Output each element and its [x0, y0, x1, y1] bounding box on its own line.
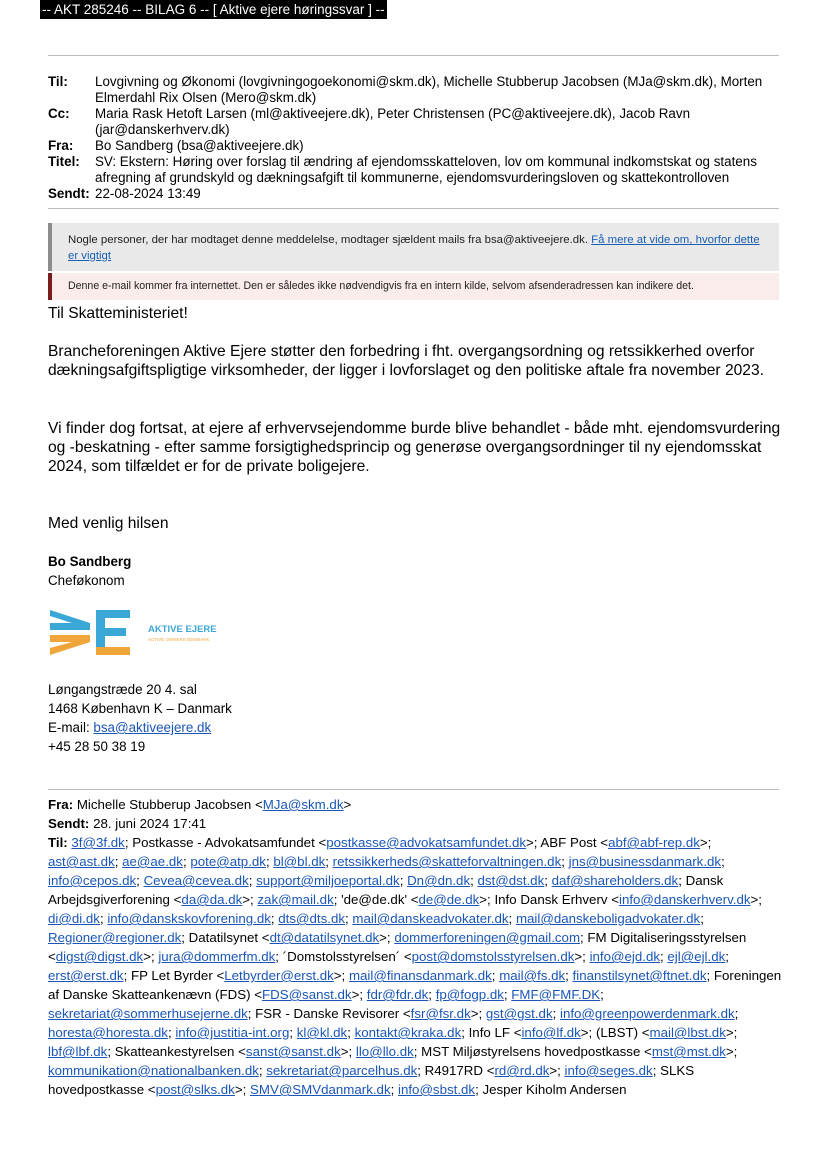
recipient-text: ; Postkasse - Advokatsamfundet < — [124, 835, 327, 850]
recipient-text: >; — [333, 968, 349, 983]
recipient-text: >; — [549, 1063, 565, 1078]
recipient-email-link[interactable]: info@greenpowerdenmark.dk — [559, 1006, 735, 1021]
recipient-email-link[interactable]: dst@dst.dk — [477, 873, 545, 888]
recipient-email-link[interactable]: mail@danskeboligadvokater.dk — [515, 911, 701, 926]
from-label: Fra: — [48, 138, 74, 153]
logo-subtext: ACTIVE OWNERS DENMARK — [148, 637, 210, 642]
recipient-email-link[interactable]: sanst@sanst.dk — [245, 1044, 341, 1059]
recipient-text: ; — [470, 873, 478, 888]
recipient-email-link[interactable]: kommunikation@nationalbanken.dk — [48, 1063, 259, 1078]
cc-label: Cc: — [48, 106, 70, 121]
recipient-text: ; ´Domstolsstyrelsen´ < — [275, 949, 412, 964]
recipient-text: ; — [503, 987, 512, 1002]
header-sent-row — [48, 186, 783, 202]
recipient-email-link[interactable]: mail@finansdanmark.dk — [348, 968, 492, 983]
recipient-text: >; — [574, 949, 590, 964]
recipient-email-link[interactable]: horesta@horesta.dk — [48, 1025, 168, 1040]
body-paragraph-1: Brancheforeningen Aktive Ejere støtter den forbedring i fht. overgangsordning og retssikkerhed overfor dækningsafgiftspligtige virksomheder, der ligger i lovforslaget og den politiske aftale fra november 2023. — [48, 343, 764, 379]
rare-sender-notice — [48, 223, 779, 271]
closing: Med venlig hilsen — [48, 515, 169, 532]
recipient-text: >; — [234, 1082, 250, 1097]
recipient-text: ; — [289, 1025, 297, 1040]
recipient-text: ; — [182, 854, 191, 869]
recipient-text: ; — [114, 854, 123, 869]
header-from-row — [48, 138, 783, 154]
recipient-email-link[interactable]: sekretariat@parcelhus.dk — [266, 1063, 418, 1078]
sent-label: Sendt: — [48, 186, 90, 201]
recipient-email-link[interactable]: info@justitia-int.org — [175, 1025, 290, 1040]
title-value: SV: Ekstern: Høring over forslag til ændring af ejendomsskatteloven, lov om kommunal indkomstskat og statens afregning af grundskyld og dækningsafgift til kommunerne, ejendomsvurderingsloven og skattekontrolloven — [95, 154, 757, 185]
recipient-email-link[interactable]: Letbyrder@erst.dk — [224, 968, 334, 983]
recipient-text: ; — [345, 911, 353, 926]
from-value: Bo Sandberg (bsa@aktiveejere.dk) — [95, 138, 304, 153]
recipient-text: ; FP Let Byrder < — [123, 968, 225, 983]
header-to-row — [48, 74, 783, 106]
recipient-email-link[interactable]: info@sbst.dk — [398, 1082, 476, 1097]
recipient-email-link[interactable]: post@domstolsstyrelsen.dk — [411, 949, 575, 964]
recipient-email-link[interactable]: erst@erst.dk — [48, 968, 124, 983]
recipient-email-link[interactable]: info@lf.dk — [521, 1025, 581, 1040]
recipient-email-link[interactable]: mail@fs.dk — [499, 968, 566, 983]
recipient-email-link[interactable]: SMV@SMVdanmark.dk — [250, 1082, 391, 1097]
recipient-text: ; — [561, 854, 569, 869]
recipient-email-link[interactable]: mst@mst.dk — [651, 1044, 726, 1059]
divider — [48, 208, 779, 209]
recipient-text: ; — [725, 949, 729, 964]
recipient-email-link[interactable]: jura@dommerfm.dk — [158, 949, 276, 964]
recipient-text: ; Foreningen af Danske Skatteankenævn (FDS) < — [48, 968, 782, 1002]
recipient-text: ; Dansk Arbejdsgiverforening < — [48, 873, 724, 907]
recipient-email-link[interactable]: rd@rd.dk — [494, 1063, 550, 1078]
document-banner: -- AKT 285246 -- BILAG 6 -- [ Aktive ejere høringssvar ] -- — [42, 2, 385, 17]
recipient-email-link[interactable]: kl@kl.dk — [296, 1025, 348, 1040]
recipient-text: ; — [721, 854, 725, 869]
recipient-email-link[interactable]: ast@ast.dk — [48, 854, 115, 869]
external-notice-text: Denne e-mail kommer fra internettet. Den er således ikke nødvendigvis fra en intern kilde, selvom afsenderadressen kan indikere det. — [68, 280, 694, 292]
recipient-text: ; FM Digitaliseringsstyrelsen < — [48, 930, 747, 964]
recipient-text: ; FSR - Danske Revisorer < — [247, 1006, 411, 1021]
sent-value: 22-08-2024 13:49 — [95, 186, 201, 201]
recipient-text: ; — [508, 911, 516, 926]
fw-sent-row: Sendt: 28. juni 2024 17:41 — [48, 816, 207, 831]
learn-more-link[interactable]: Få mere at vide om, hvorfor dette er vigtigt — [68, 234, 760, 262]
recipient-text: >; ABF Post < — [526, 835, 609, 850]
recipient-email-link[interactable]: ejl@ejl.dk — [667, 949, 726, 964]
recipient-email-link[interactable]: info@danskskovforening.dk — [107, 911, 271, 926]
body-paragraph-2: Vi finder dog fortsat, at ejere af erhvervsejendomme burde blive behandlet - både mht. ejendomsvurdering og -beskatning - efter samme forsigtighedsprincip og generøse overgangsordninger til ny ejendomsskat 2024, som tilfældet er for de private boligejere. — [48, 420, 781, 475]
recipient-email-link[interactable]: finanstilsynet@ftnet.dk — [572, 968, 707, 983]
recipient-email-link[interactable]: fdr@fdr.dk — [366, 987, 429, 1002]
recipient-email-link[interactable]: support@miljoeportal.dk — [256, 873, 400, 888]
recipient-text: >; — [143, 949, 159, 964]
recipient-email-link[interactable]: bl@bl.dk — [273, 854, 326, 869]
recipient-email-link[interactable]: digst@digst.dk — [55, 949, 144, 964]
recipient-text: >; Info Dansk Erhverv < — [479, 892, 619, 907]
recipient-email-link[interactable]: kontakt@kraka.dk — [354, 1025, 462, 1040]
recipient-email-link[interactable]: daf@shareholders.dk — [551, 873, 679, 888]
recipient-email-link[interactable]: di@di.dk — [48, 911, 100, 926]
signature-phone: +45 28 50 38 19 — [48, 739, 146, 754]
title-label: Titel: — [48, 154, 80, 169]
fw-from-row: Fra: Michelle Stubberup Jacobsen <MJa@skm.dk> — [48, 797, 352, 812]
aktive-ejere-logo — [50, 609, 230, 657]
recipient-text: ; — [544, 873, 552, 888]
recipient-text: ; — [167, 1025, 176, 1040]
recipient-email-link[interactable]: info@seges.dk — [564, 1063, 653, 1078]
recipient-text: ; Skatteankestyrelsen < — [107, 1044, 246, 1059]
recipient-text: ; — [347, 1025, 355, 1040]
recipient-email-link[interactable]: dts@dts.dk — [278, 911, 345, 926]
recipient-email-link[interactable]: fsr@fsr.dk — [410, 1006, 471, 1021]
to-label: Til: — [48, 74, 68, 89]
recipient-text: ; MST Miljøstyrelsens hovedpostkasse < — [413, 1044, 652, 1059]
recipient-text: ; — [270, 911, 279, 926]
recipient-text: ; Jesper Kiholm Andersen — [475, 1082, 627, 1097]
cc-value: Maria Rask Hetoft Larsen (ml@aktiveejere.dk), Peter Christensen (PC@aktiveejere.dk), Jacob Ravn (jar@danskerhverv.dk) — [95, 106, 691, 137]
recipient-text: ; — [552, 1006, 560, 1021]
header-cc-row — [48, 106, 783, 138]
recipient-email-link[interactable]: Dn@dn.dk — [407, 873, 471, 888]
logo-mark-icon — [50, 609, 230, 657]
recipient-text: >; — [750, 892, 762, 907]
recipient-text: ; 'de@de.dk' < — [333, 892, 419, 907]
recipient-text: ; — [660, 949, 668, 964]
recipient-email-link[interactable]: Cevea@cevea.dk — [143, 873, 249, 888]
recipient-text: ; SLKS hovedpostkasse < — [48, 1063, 695, 1097]
recipient-email-link[interactable]: llo@llo.dk — [355, 1044, 414, 1059]
recipient-email-link[interactable]: info@danskerhverv.dk — [618, 892, 751, 907]
recipient-email-link[interactable]: gst@gst.dk — [485, 1006, 553, 1021]
recipient-email-link[interactable]: de@de.dk — [418, 892, 480, 907]
recipient-text: ; R4917RD < — [417, 1063, 495, 1078]
recipient-email-link[interactable]: FMF@FMF.DK — [511, 987, 601, 1002]
recipient-email-link[interactable]: retssikkerheds@skatteforvaltningen.dk — [332, 854, 562, 869]
recipient-email-link[interactable]: pote@atp.dk — [190, 854, 266, 869]
external-mail-notice — [48, 273, 779, 300]
recipient-text: ; — [258, 1063, 267, 1078]
recipient-email-link[interactable]: ae@ae.dk — [122, 854, 183, 869]
recipient-text: ; — [565, 968, 573, 983]
recipient-email-link[interactable]: 3f@3f.dk — [71, 835, 125, 850]
recipient-text: >; — [699, 835, 712, 850]
recipient-email-link[interactable]: mail@lbst.dk — [649, 1025, 726, 1040]
to-value: Lovgivning og Økonomi (lovgivningogoekonomi@skm.dk), Michelle Stubberup Jacobsen (MJa@skm.dk), Morten Elmerdahl Rix Olsen (Mero@skm.dk) — [95, 74, 763, 105]
header-title-row — [48, 154, 783, 186]
recipient-text: >; — [379, 930, 395, 945]
recipient-text: >; — [242, 892, 258, 907]
recipient-text: ; — [136, 873, 144, 888]
recipient-text: ; — [390, 1082, 398, 1097]
signature-email: E-mail: bsa@aktiveejere.dk — [48, 720, 212, 735]
recipient-email-link[interactable]: info@ejd.dk — [589, 949, 660, 964]
recipient-text: >; (LBST) < — [580, 1025, 650, 1040]
recipient-text: >; — [725, 1025, 738, 1040]
recipient-email-link[interactable]: dommerforeningen@gmail.com — [394, 930, 581, 945]
recipient-text: ; — [700, 911, 704, 926]
forwarded-message-header — [48, 795, 783, 1099]
recipient-email-link[interactable]: zak@mail.dk — [257, 892, 334, 907]
divider — [48, 789, 779, 790]
signature-email-link[interactable]: bsa@aktiveejere.dk — [93, 720, 212, 735]
address-line-2: 1468 København K – Danmark — [48, 701, 232, 716]
recipient-email-link[interactable]: sekretariat@sommerhusejerne.dk — [48, 1006, 248, 1021]
recipient-email-link[interactable]: post@slks.dk — [155, 1082, 235, 1097]
recipient-text: >; — [470, 1006, 486, 1021]
recipient-email-link[interactable]: abf@abf-rep.dk — [608, 835, 700, 850]
recipient-email-link[interactable]: fp@fogp.dk — [435, 987, 504, 1002]
recipient-text: ; — [248, 873, 257, 888]
recipient-text: >; — [725, 1044, 738, 1059]
recipient-text: >; — [351, 987, 367, 1002]
address-line-1: Løngangstræde 20 4. sal — [48, 682, 197, 697]
recipient-text: ; — [99, 911, 108, 926]
recipient-email-link[interactable]: mail@danskeadvokater.dk — [352, 911, 509, 926]
signature-name: Bo Sandberg — [48, 554, 132, 569]
recipient-email-link[interactable]: lbf@lbf.dk — [48, 1044, 108, 1059]
recipient-text: ; — [734, 1006, 739, 1021]
logo-text: AKTIVE EJERE — [148, 624, 217, 635]
recipient-text: ; — [600, 987, 604, 1002]
recipient-text: ; — [491, 968, 500, 983]
recipient-email-link[interactable]: Regioner@regioner.dk — [48, 930, 182, 945]
divider — [48, 55, 779, 56]
recipient-text: ; Info LF < — [461, 1025, 522, 1040]
fw-to-row: Til: 3f@3f.dk; Postkasse - Advokatsamfundet <postkasse@advokatsamfundet.dk>; ABF Post <abf@abf-rep.dk>; ast@ast.dk; ae@ae.dk; pote@atp.dk; bl@bl.dk; retssikkerheds@skatteforvaltningen.dk; jns@businessdanmark.dk; info@cepos.dk; Cevea@cevea.dk; support@miljoeportal.dk; Dn@dn.dk; dst@dst.dk; daf@shareholders.dk; Dansk Arbejdsgiverforening <da@da.dk>; zak@mail.dk; 'de@de.dk' <de@de.dk>; Info Dansk Erhverv <info@danskerhverv.dk>; di@di.dk; info@danskskovforening.dk; dts@dts.dk; mail@danskeadvokater.dk; mail@danskeboligadvokater.dk; Regioner@regioner.dk; Datatilsynet <dt@datatilsynet.dk>; dommerforeningen@gmail.com; FM Digitaliseringsstyrelsen <digst@digst.dk>; jura@dommerfm.dk; ´Domstolsstyrelsen´ <post@domstolsstyrelsen.dk>; info@ejd.dk; ejl@ejl.dk; erst@erst.dk; FP Let Byrder <Letbyrder@erst.dk>; mail@finansdanmark.dk; mail@fs.dk; finanstilsynet@ftnet.dk; Foreningen af Danske Skatteankenævn (FDS) <FDS@sanst.dk>; fdr@fdr.dk; fp@fogp.dk; FMF@FMF.DK; sekretariat@sommerhusejerne.dk; FSR - Danske Revisorer <fsr@fsr.dk>; gst@gst.dk; info@greenpowerdenmark.dk; horesta@horesta.dk; info@justitia-int.org; kl@kl.dk; kontakt@kraka.dk; Info LF <info@lf.dk>; (LBST) <mail@lbst.dk>; lbf@lbf.dk; Skatteankestyrelsen <sanst@sanst.dk>; llo@llo.dk; MST Miljøstyrelsens hovedpostkasse <mst@mst.dk>; kommunikation@nationalbanken.dk; sekretariat@parcelhus.dk; R4917RD <rd@rd.dk>; info@seges.dk; SLKS hovedpostkasse <post@slks.dk>; SMV@SMVdanmark.dk; info@sbst.dk; Jesper Kiholm Andersen — [48, 835, 782, 1097]
recipient-email-link[interactable]: FDS@sanst.dk — [261, 987, 352, 1002]
rare-sender-text: Nogle personer, der har modtaget denne meddelelse, modtager sjældent mails fra bsa@aktiveejere.dk. — [68, 234, 588, 246]
recipient-text: >; — [340, 1044, 356, 1059]
recipient-text: ; — [399, 873, 408, 888]
recipient-email-link[interactable]: da@da.dk — [181, 892, 243, 907]
recipient-email-link[interactable]: postkasse@advokatsamfundet.dk — [326, 835, 527, 850]
recipient-email-link[interactable]: dt@datatilsynet.dk — [269, 930, 380, 945]
recipient-text: ; Datatilsynet < — [181, 930, 270, 945]
fw-from-email-link[interactable]: MJa@skm.dk — [262, 797, 344, 812]
recipient-list — [48, 835, 781, 1097]
signature-role: Cheføkonom — [48, 573, 125, 588]
recipient-text: ; — [325, 854, 333, 869]
greeting: Til Skatteministeriet! — [48, 305, 188, 322]
recipient-text: ; — [265, 854, 274, 869]
email-header — [48, 74, 783, 202]
recipient-email-link[interactable]: jns@businessdanmark.dk — [568, 854, 722, 869]
recipient-email-link[interactable]: info@cepos.dk — [48, 873, 137, 888]
recipient-text: ; — [428, 987, 436, 1002]
